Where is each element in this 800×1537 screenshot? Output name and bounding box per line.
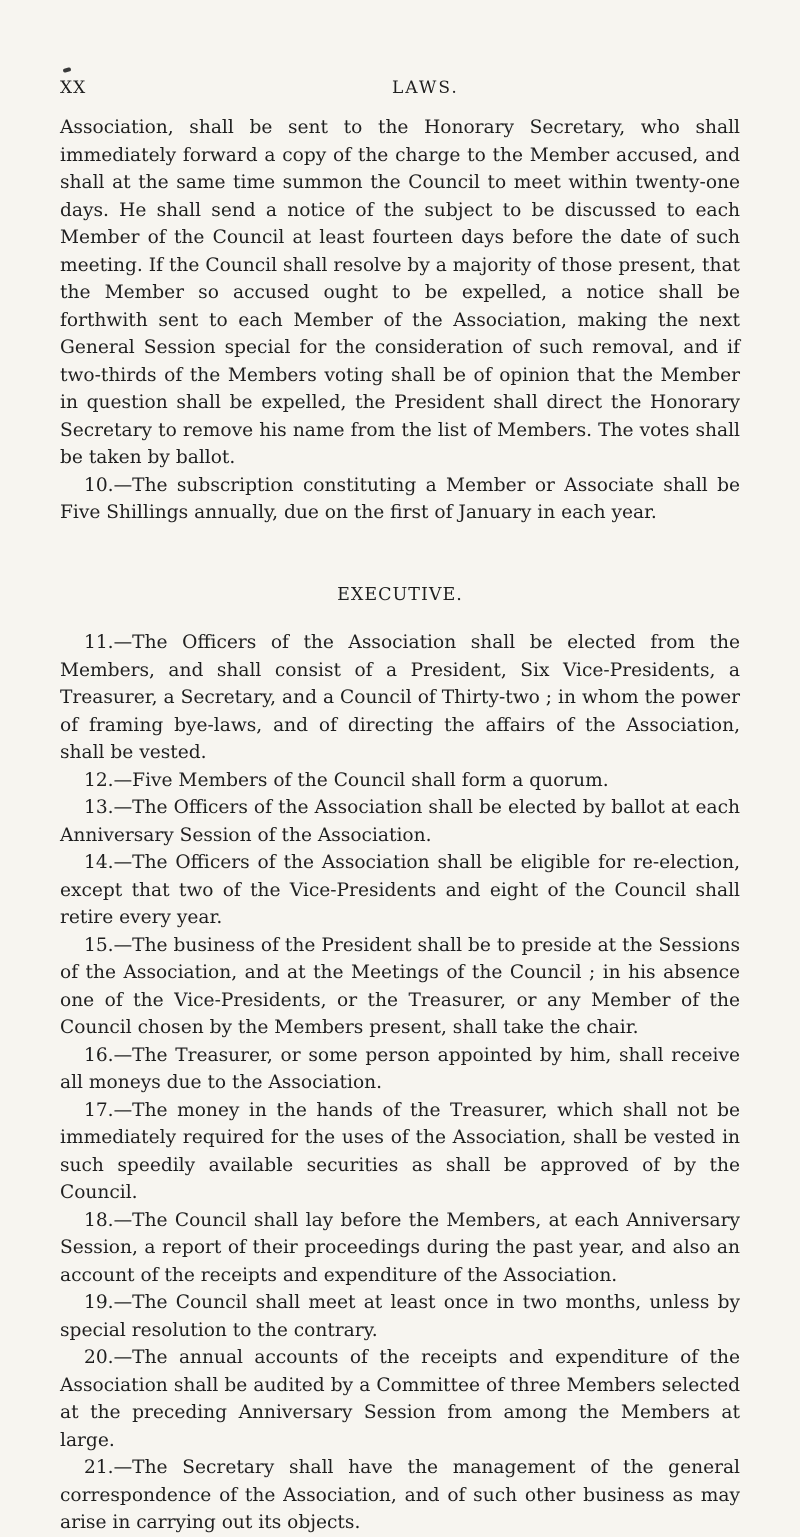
rule-10: 10.—The subscription constituting a Member or Associate shall be Five Shillings annually, due on the first of January in each year. [60,474,740,523]
rule-15: 15.—The business of the President shall be to preside at the Sessions of the Association, and at the Meetings of the Council ; in his absence one of the Vice-Presidents, or the Treasurer, or any Member of the Council chosen by the Members present, shall take the chair. [60,934,740,1038]
rule-18: 18.—The Council shall lay before the Members, at each Anniversary Session, a report of their proceedings during the past year, and also an account of the receipts and expenditure of the Association. [60,1209,740,1286]
rule-21: 21.—The Secretary shall have the management of the general correspondence of the Association, and of such other business as may arise in carrying out its objects. [60,1457,740,1533]
rule-17: 17.—The money in the hands of the Treasurer, which shall not be immediately required for the uses of the Association, shall be vested in such speedily available securities as shall be approved of by the Council. [60,1099,740,1203]
rule-11: 11.—The Officers of the Association shall be elected from the Members, and shall consist of a President, Six Vice-Presidents, a Treasurer, a Secretary, and a Council of Thirty-two ; in whom the power of framing bye-laws, and of directing the affairs of the Association, shall be vested. [60,632,740,763]
paragraph-continuation: Association, shall be sent to the Honorary Secretary, who shall immediately forward a copy of the charge to the Member accused, and shall at the same time summon the Council to meet within twenty-one days. He shall send a notice of the subject to be discussed to each Member of the Council at least fourteen days before the date of such meeting. If the Council shall resolve by a majority of those present, that the Member so accused ought to be expelled, a notice shall be forthwith sent to each Member of the Association, making the next General Session special for the consideration of such removal, and if two-thirds of the Members voting shall be of opinion that the Member in question shall be expelled, the President shall direct the Honorary Secretary to remove his name from the list of Members. The votes shall be taken by ballot. [60,117,740,468]
page-header [60,78,740,108]
rule-19: 19.—The Council shall meet at least once in two months, unless by special resolution to the contrary. [60,1292,740,1341]
page-number: XX [60,78,87,98]
ink-speck [63,67,72,73]
rule-16: 16.—The Treasurer, or some person appointed by him, shall receive all moneys due to the Association. [60,1044,740,1093]
rule-14: 14.—The Officers of the Association shall be eligible for re-election, except that two of the Vice-Presidents and eight of the Council shall retire every year. [60,852,740,928]
section-title: EXECUTIVE. [337,584,463,605]
rule-12: 12.—Five Members of the Council shall form a quorum. [84,769,609,791]
rule-13: 13.—The Officers of the Association shall be elected by ballot at each Anniversary Session of the Association. [60,797,740,846]
running-head: LAWS. [392,78,459,98]
rule-20: 20.—The annual accounts of the receipts and expenditure of the Association shall be audited by a Committee of three Members selected at the preceding Anniversary Session from among the Members at large. [60,1347,740,1451]
body-text [60,114,740,1537]
